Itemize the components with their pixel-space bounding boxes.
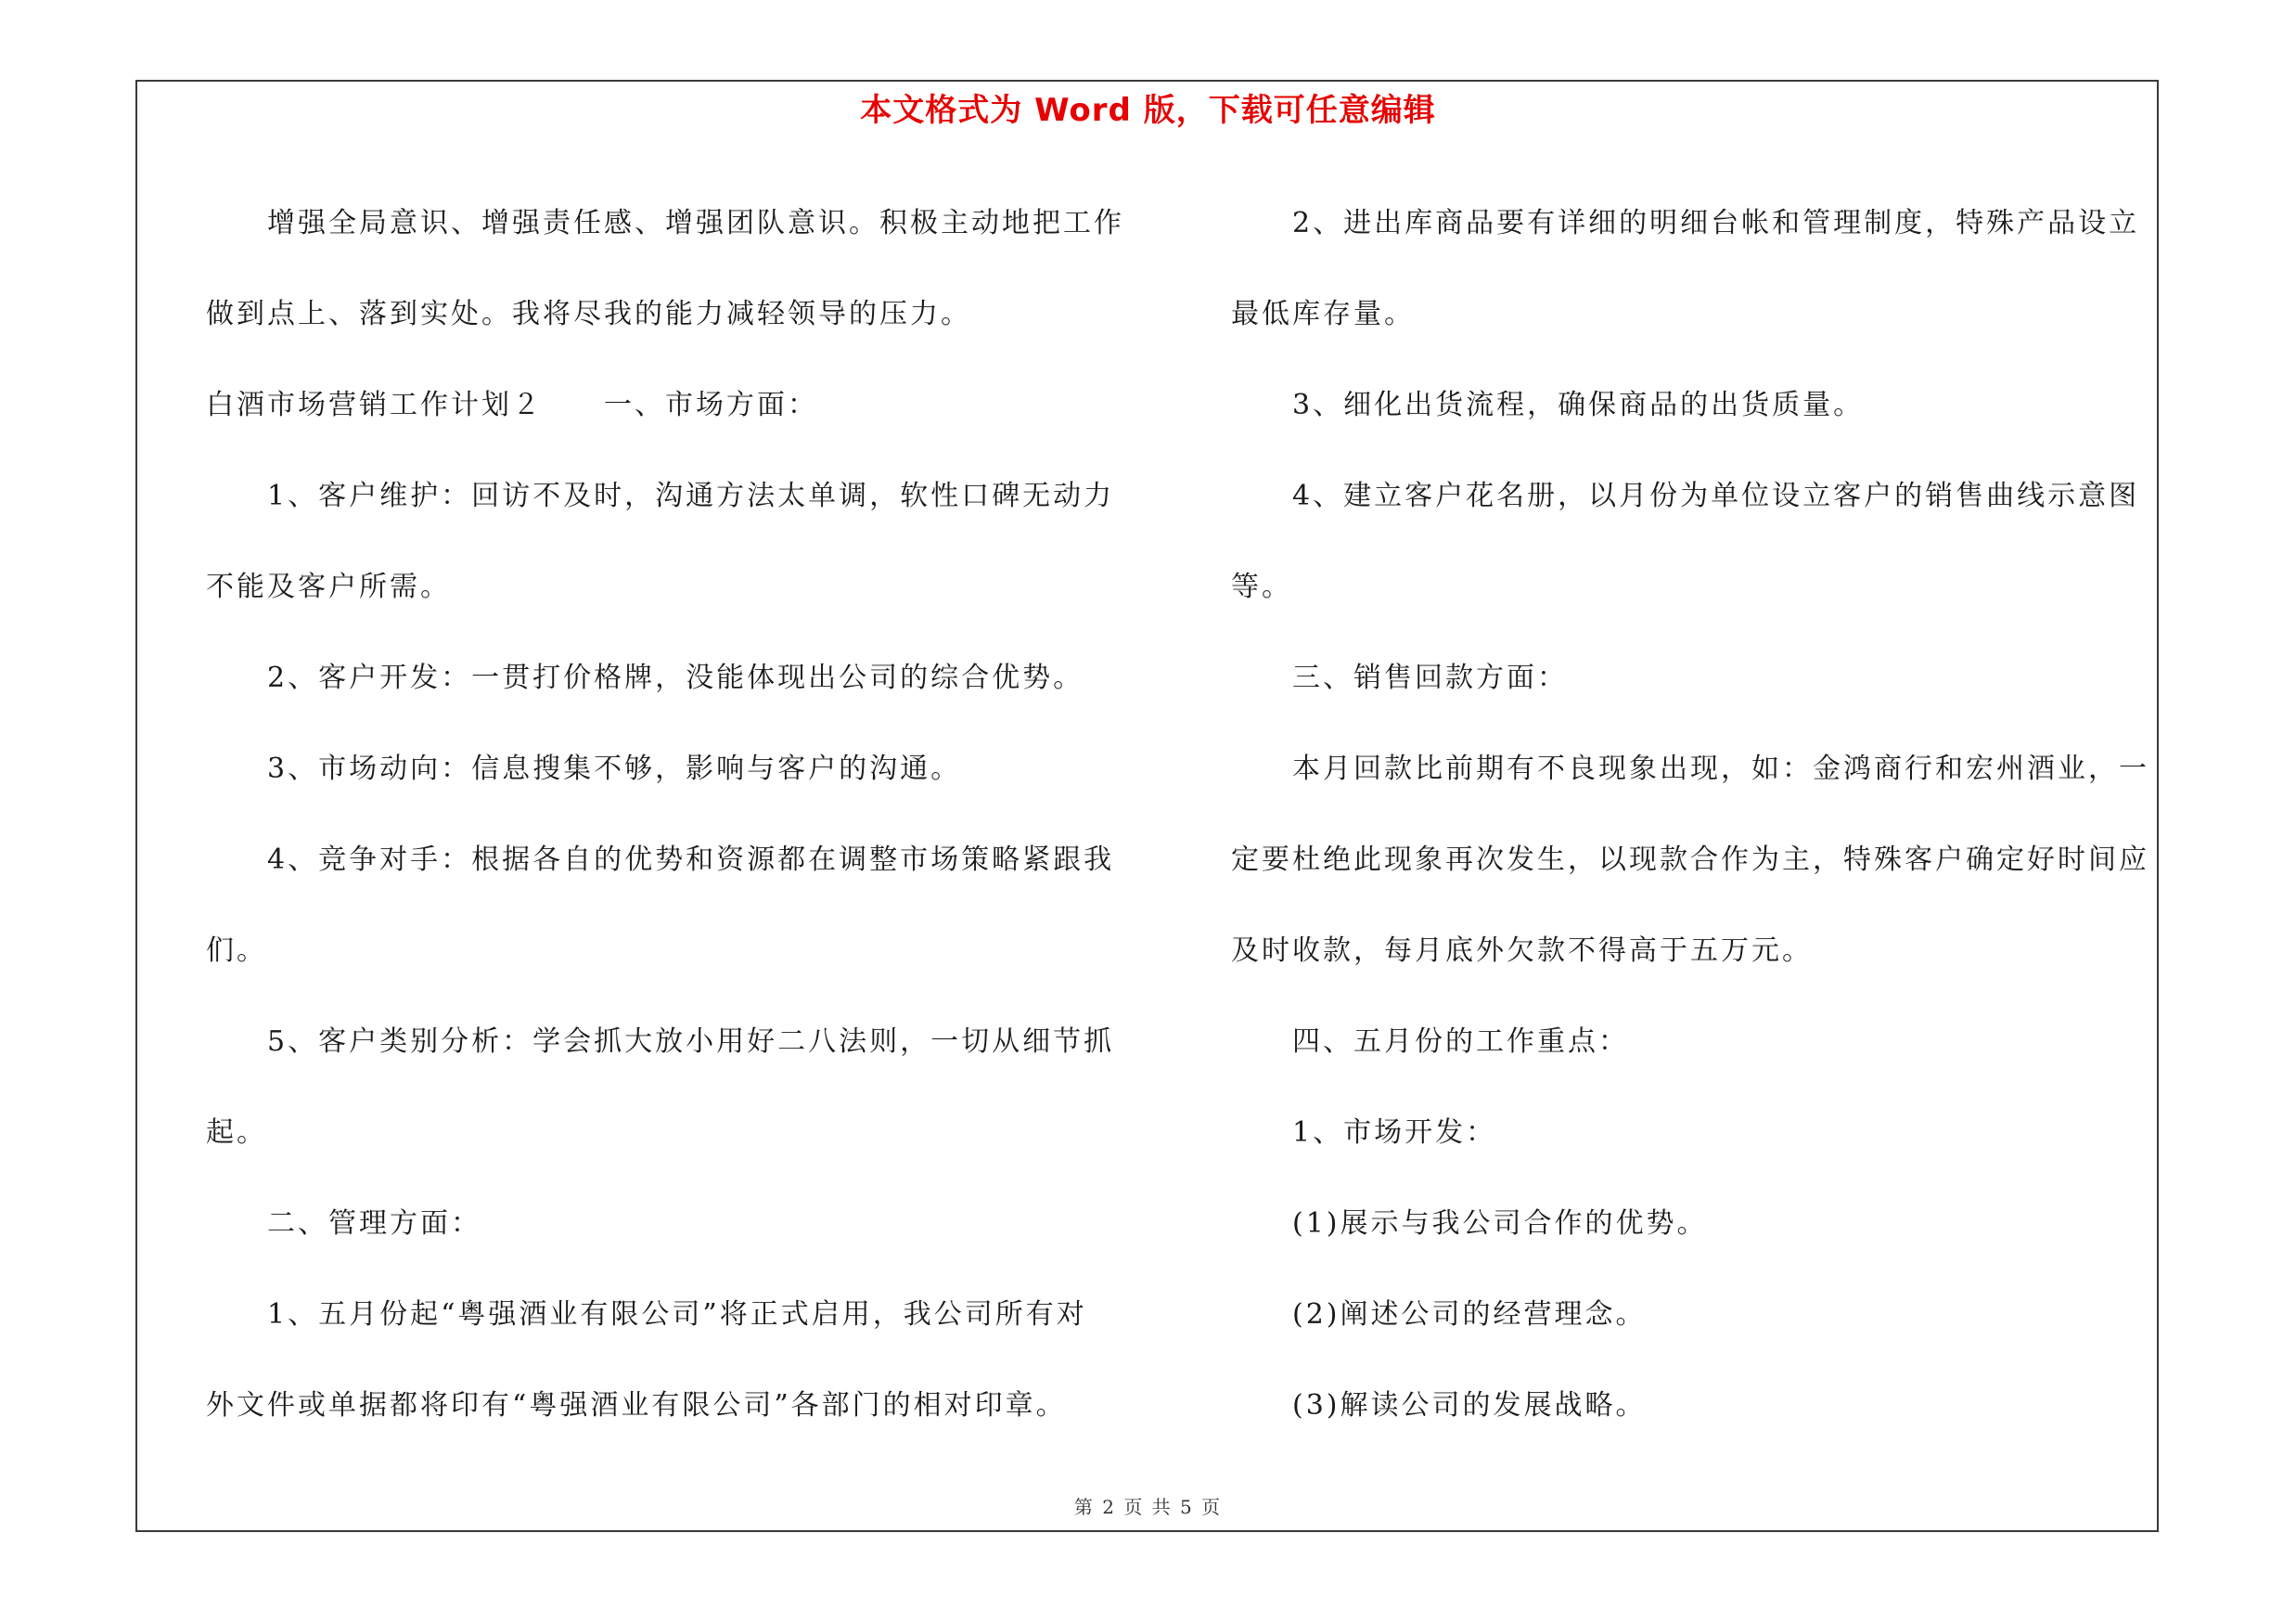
section-heading-line: 四、五月份的工作重点： [1292, 1025, 1629, 1058]
paragraph-line: 增强全局意识、增强责任感、增强团队意识。积极主动地把工作 [267, 207, 1124, 239]
paragraph-line: 1、市场开发： [1292, 1116, 1497, 1149]
paragraph-line: 不能及客户所需。 [206, 571, 451, 603]
left-column [206, 178, 1134, 1451]
paragraph-line: 等。 [1231, 571, 1292, 603]
paragraph-line: 1、客户维护：回访不及时，沟通方法太单调，软性口碑无动力 [267, 480, 1115, 512]
paragraph-line: 5、客户类别分析：学会抓大放小用好二八法则，一切从细节抓 [267, 1025, 1115, 1058]
section-heading-line: 白酒市场营销工作计划２ 一、市场方面： [206, 389, 818, 421]
paragraph-line: 定要杜绝此现象再次发生，以现款合作为主，特殊客户确定好时间应 [1231, 844, 2149, 876]
paragraph-line: 4、建立客户花名册，以月份为单位设立客户的销售曲线示意图 [1292, 480, 2140, 512]
right-column [1231, 178, 2149, 1451]
paragraph-line: 做到点上、落到实处。我将尽我的能力减轻领导的压力。 [206, 298, 971, 330]
paragraph-line: (1)展示与我公司合作的优势。 [1292, 1207, 1708, 1240]
paragraph-line: 3、市场动向：信息搜集不够，影响与客户的沟通。 [267, 753, 962, 785]
paragraph-line: 本月回款比前期有不良现象出现，如：金鸿商行和宏州酒业，一 [1292, 753, 2149, 785]
page-number-footer: 第 2 页 共 5 页 [1073, 1496, 1223, 1518]
paragraph-line: 起。 [206, 1116, 267, 1149]
word-format-banner: 本文格式为 Word 版，下载可任意编辑 [860, 92, 1436, 129]
paragraph-line: 外文件或单据都将印有“粤强酒业有限公司”各部门的相对印章。 [206, 1389, 1067, 1422]
paragraph-line: 3、细化出货流程，确保商品的出货质量。 [1292, 389, 1865, 421]
section-heading-line: 三、销售回款方面： [1292, 662, 1568, 694]
paragraph-line: 最低库存量。 [1231, 298, 1415, 330]
paragraph-line: (3)解读公司的发展战略。 [1292, 1389, 1647, 1422]
paragraph-line: 1、五月份起“粤强酒业有限公司”将正式启用，我公司所有对 [267, 1298, 1087, 1331]
paragraph-line: 们。 [206, 934, 267, 967]
paragraph-line: 2、客户开发：一贯打价格牌，没能体现出公司的综合优势。 [267, 662, 1084, 694]
section-heading-line: 二、管理方面： [267, 1207, 481, 1240]
paragraph-line: 2、进出库商品要有详细的明细台帐和管理制度，特殊产品设立 [1292, 207, 2140, 239]
paragraph-line: 4、竞争对手：根据各自的优势和资源都在调整市场策略紧跟我 [267, 844, 1115, 876]
paragraph-line: (2)阐述公司的经营理念。 [1292, 1298, 1647, 1331]
paragraph-line: 及时收款，每月底外欠款不得高于五万元。 [1231, 934, 1813, 967]
